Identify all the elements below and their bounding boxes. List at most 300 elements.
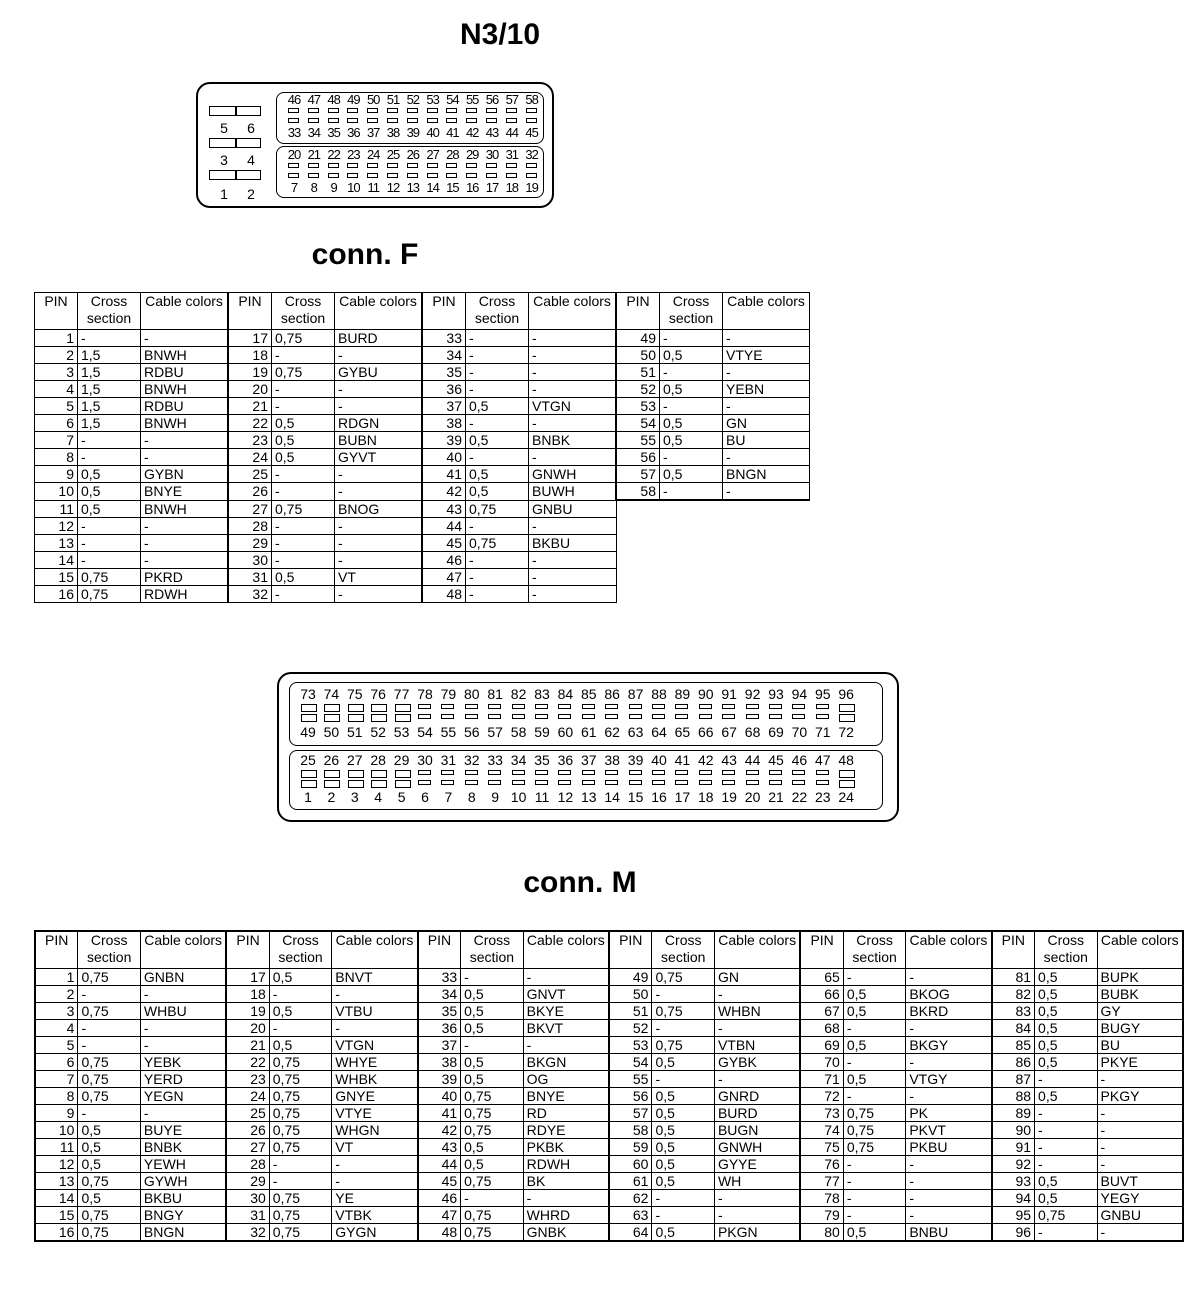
cell-pin: 25: [226, 1105, 269, 1122]
cell-colors: GNBK: [523, 1224, 609, 1242]
cell-colors: BNWH: [141, 381, 229, 398]
cell-colors: BNOG: [335, 500, 423, 517]
cell-cross: -: [843, 1173, 905, 1190]
header-cross: Cross section: [78, 293, 141, 330]
pin-slot: [465, 704, 478, 709]
cell-colors: GNRD: [714, 1088, 800, 1105]
cell-pin: 1: [35, 969, 78, 986]
pin-number: 56: [464, 724, 480, 740]
cell-cross: -: [466, 330, 529, 347]
header-pin: PIN: [609, 931, 652, 969]
cell-pin: 46: [418, 1190, 461, 1207]
cell-cross: 0,75: [269, 1088, 331, 1105]
conn-m-table: [34, 930, 1184, 1242]
cell-colors: -: [332, 986, 418, 1003]
cell-colors: -: [906, 1173, 992, 1190]
pin-slot: [288, 118, 299, 123]
cell-pin: 1: [35, 330, 78, 347]
cell-colors: -: [714, 1190, 800, 1207]
pin-number: 41: [674, 752, 691, 768]
pin-slot: [371, 704, 387, 712]
cell-cross: 0,75: [269, 1190, 331, 1207]
pin-slot: [427, 118, 438, 123]
table-row: [35, 969, 1183, 986]
pin-number: 37: [366, 125, 380, 140]
table-row: [35, 1088, 1183, 1105]
pin-slot: [629, 714, 642, 719]
cell-pin: 23: [228, 432, 272, 449]
cell-pin: 16: [35, 1224, 78, 1242]
empty-cell: [616, 568, 660, 585]
cell-pin: 47: [418, 1207, 461, 1224]
cell-cross: -: [652, 1020, 714, 1037]
cell-pin: 68: [800, 1020, 843, 1037]
table-row: [35, 1190, 1183, 1207]
header-pin: PIN: [422, 293, 466, 330]
cell-cross: 0,5: [269, 1037, 331, 1054]
cell-pin: 3: [35, 364, 78, 381]
empty-cell: [616, 500, 660, 517]
cell-colors: -: [141, 449, 229, 466]
cell-colors: -: [714, 1020, 800, 1037]
cell-colors: VT: [335, 568, 423, 585]
pin-slot: [371, 780, 387, 788]
cell-pin: 69: [800, 1037, 843, 1054]
cell-cross: 0,5: [466, 432, 529, 449]
pin-slot: [347, 118, 358, 123]
cell-pin: 17: [228, 330, 272, 347]
cell-cross: 0,75: [272, 500, 335, 517]
pin-number: 57: [505, 92, 519, 107]
pin-number: 19: [525, 180, 538, 195]
pin-slot: [308, 118, 319, 123]
cell-pin: 82: [992, 986, 1035, 1003]
pin-number: 5: [397, 789, 406, 805]
pin-slot: [441, 714, 454, 719]
cell-cross: 0,75: [269, 1139, 331, 1156]
pin-slot: [465, 780, 478, 785]
cell-pin: 58: [616, 483, 660, 501]
cell-cross: -: [1035, 1156, 1097, 1173]
pin-number: 62: [604, 724, 620, 740]
header-colors: Cable colors: [529, 293, 617, 330]
pin-slot: [722, 704, 735, 709]
cell-colors: WHBU: [140, 1003, 226, 1020]
pin-number: 17: [485, 180, 499, 195]
header-colors: Cable colors: [523, 931, 609, 969]
cell-colors: -: [529, 364, 617, 381]
cell-colors: BKGY: [906, 1037, 992, 1054]
pin-number: 80: [464, 686, 480, 702]
cell-cross: 0,75: [78, 1224, 140, 1242]
cell-pin: 51: [616, 364, 660, 381]
cell-pin: 81: [992, 969, 1035, 986]
cell-colors: BUGY: [1097, 1020, 1183, 1037]
empty-cell: [723, 500, 810, 517]
cell-pin: 10: [35, 483, 78, 501]
cell-colors: GN: [723, 415, 810, 432]
cell-colors: BK: [523, 1173, 609, 1190]
cell-colors: -: [335, 347, 423, 364]
pin-number: 69: [768, 724, 784, 740]
cell-pin: 28: [228, 517, 272, 534]
cell-cross: 0,75: [652, 1003, 714, 1020]
cell-cross: 0,75: [78, 1173, 140, 1190]
cell-cross: -: [269, 986, 331, 1003]
pin-number: 31: [440, 752, 457, 768]
cell-cross: 1,5: [78, 347, 141, 364]
table-row: [35, 1173, 1183, 1190]
pin-number: 70: [791, 724, 808, 740]
cell-pin: 51: [609, 1003, 652, 1020]
pin-slot: [328, 163, 339, 168]
header-pin: PIN: [616, 293, 660, 330]
table-row: [35, 1122, 1183, 1139]
cell-colors: RDGN: [335, 415, 423, 432]
cell-cross: 0,5: [461, 1003, 523, 1020]
pin-number: 55: [465, 92, 479, 107]
pin-number: 2: [327, 789, 336, 805]
cell-colors: -: [1097, 1156, 1183, 1173]
cell-cross: 0,5: [652, 1105, 714, 1122]
cell-colors: -: [523, 969, 609, 986]
pin-number: 1: [220, 186, 228, 202]
pin-slot: [558, 714, 571, 719]
pin-slot: [535, 780, 548, 785]
cell-colors: BURD: [335, 330, 423, 347]
empty-cell: [660, 534, 723, 551]
pin-slot: [535, 714, 548, 719]
header-cross: Cross section: [843, 931, 905, 969]
cell-cross: 0,5: [461, 1071, 523, 1088]
cell-pin: 52: [609, 1020, 652, 1037]
cell-cross: -: [466, 449, 529, 466]
cell-cross: 0,5: [272, 449, 335, 466]
cell-colors: -: [335, 534, 423, 551]
cell-pin: 26: [228, 483, 272, 501]
cell-pin: 55: [616, 432, 660, 449]
cell-colors: -: [529, 449, 617, 466]
pin-number: 65: [674, 724, 691, 740]
cell-pin: 71: [800, 1071, 843, 1088]
cell-pin: 94: [992, 1190, 1035, 1207]
pin-number: 66: [698, 724, 714, 740]
header-pin: PIN: [992, 931, 1035, 969]
empty-cell: [723, 585, 810, 602]
pin-number: 20: [744, 789, 761, 805]
cell-pin: 76: [800, 1156, 843, 1173]
pin-slot: [427, 108, 438, 113]
pin-number: 94: [791, 686, 808, 702]
cell-colors: -: [529, 347, 617, 364]
cell-cross: -: [660, 449, 723, 466]
pin-number: 4: [247, 152, 255, 168]
cell-cross: 0,75: [843, 1139, 905, 1156]
cell-cross: 0,5: [272, 568, 335, 585]
cell-colors: PKGY: [1097, 1088, 1183, 1105]
cell-pin: 33: [418, 969, 461, 986]
cell-cross: -: [466, 415, 529, 432]
pin-number: 47: [815, 752, 831, 768]
pin-slot: [446, 108, 457, 113]
cell-cross: -: [272, 466, 335, 483]
cell-pin: 9: [35, 466, 78, 483]
cell-pin: 45: [422, 534, 466, 551]
cell-pin: 63: [609, 1207, 652, 1224]
cell-cross: -: [78, 1037, 140, 1054]
pin-slot: [605, 770, 618, 775]
cell-colors: -: [335, 483, 423, 501]
pin-slot: [792, 704, 805, 709]
cell-pin: 24: [226, 1088, 269, 1105]
pin-slot: [746, 704, 759, 709]
cell-cross: 0,75: [78, 585, 141, 602]
pin-number: 28: [370, 752, 386, 768]
pin-slot: [418, 770, 431, 775]
cell-pin: 57: [609, 1105, 652, 1122]
cell-pin: 39: [418, 1071, 461, 1088]
table-row: [35, 1139, 1183, 1156]
cell-colors: BNGY: [140, 1207, 226, 1224]
cell-colors: VTBU: [332, 1003, 418, 1020]
cell-cross: 0,5: [843, 986, 905, 1003]
pin-number: 84: [557, 686, 574, 702]
cell-pin: 40: [422, 449, 466, 466]
header-colors: Cable colors: [335, 293, 423, 330]
table-row: [35, 1037, 1183, 1054]
cell-pin: 37: [418, 1037, 461, 1054]
cell-cross: 0,5: [78, 1190, 140, 1207]
pin-number: 54: [446, 92, 459, 107]
empty-cell: [616, 551, 660, 568]
pin-number: 25: [300, 752, 316, 768]
cell-colors: RDBU: [141, 398, 229, 415]
pin-number: 1: [304, 789, 312, 805]
cell-cross: 0,75: [269, 1105, 331, 1122]
pin-slot: [769, 714, 782, 719]
pin-slot: [488, 780, 501, 785]
cell-colors: -: [723, 364, 810, 381]
pin-number: 58: [510, 724, 527, 740]
pin-slot: [348, 780, 364, 788]
cell-colors: -: [723, 483, 810, 501]
cell-colors: GNBU: [1097, 1207, 1183, 1224]
cell-colors: YERD: [140, 1071, 226, 1088]
pin-slot: [288, 108, 299, 113]
cell-colors: -: [1097, 1122, 1183, 1139]
cell-pin: 34: [418, 986, 461, 1003]
cell-colors: -: [906, 1190, 992, 1207]
header-pin: PIN: [35, 293, 78, 330]
table-row: [35, 449, 810, 466]
cell-pin: 2: [35, 347, 78, 364]
cell-cross: 0,5: [660, 381, 723, 398]
pin-slot: [324, 780, 340, 788]
cell-cross: 0,5: [78, 466, 141, 483]
pin-number: 53: [393, 724, 410, 740]
cell-cross: -: [1035, 1105, 1097, 1122]
cell-cross: 0,75: [269, 1122, 331, 1139]
cell-colors: PKGN: [714, 1224, 800, 1242]
cell-cross: -: [843, 1156, 905, 1173]
cell-cross: 0,5: [843, 1003, 905, 1020]
cell-cross: 0,5: [652, 1054, 714, 1071]
pin-slot: [387, 173, 398, 178]
pin-slot: [605, 714, 618, 719]
cell-colors: -: [140, 1037, 226, 1054]
cell-cross: 0,75: [461, 1122, 523, 1139]
cell-pin: 85: [992, 1037, 1035, 1054]
header-colors: Cable colors: [714, 931, 800, 969]
pin-number: 24: [366, 147, 380, 162]
pin-slot: [488, 704, 501, 709]
pin-number: 37: [581, 752, 597, 768]
cell-cross: -: [78, 1105, 140, 1122]
cell-colors: PKVT: [906, 1122, 992, 1139]
cell-pin: 62: [609, 1190, 652, 1207]
cell-pin: 13: [35, 1173, 78, 1190]
cell-cross: 0,75: [461, 1207, 523, 1224]
cell-pin: 4: [35, 381, 78, 398]
cell-pin: 30: [226, 1190, 269, 1207]
pin-number: 16: [465, 180, 479, 195]
cell-pin: 22: [228, 415, 272, 432]
cell-pin: 48: [422, 585, 466, 602]
empty-cell: [660, 500, 723, 517]
empty-cell: [616, 534, 660, 551]
cell-colors: GNVT: [523, 986, 609, 1003]
pin-number: 15: [446, 180, 459, 195]
cell-colors: BNYE: [141, 483, 229, 501]
pin-number: 49: [347, 92, 360, 107]
pin-number: 45: [768, 752, 784, 768]
cell-cross: 0,5: [1035, 1037, 1097, 1054]
cell-colors: BKBU: [529, 534, 617, 551]
cell-pin: 53: [616, 398, 660, 415]
cell-cross: -: [269, 1020, 331, 1037]
cell-pin: 47: [422, 568, 466, 585]
cell-pin: 13: [35, 534, 78, 551]
cell-colors: PKYE: [1097, 1054, 1183, 1071]
pin-slot: [816, 780, 829, 785]
pin-number: 91: [721, 686, 737, 702]
pin-slot: [288, 173, 299, 178]
pin-number: 61: [581, 724, 597, 740]
pin-slot: [629, 704, 642, 709]
cell-cross: -: [660, 364, 723, 381]
cell-cross: 0,5: [461, 1020, 523, 1037]
pin-number: 9: [330, 180, 337, 195]
pin-slot: [535, 770, 548, 775]
cell-colors: BNYE: [523, 1088, 609, 1105]
pin-number: 44: [505, 125, 519, 140]
cell-colors: BKGN: [523, 1054, 609, 1071]
cell-colors: -: [335, 398, 423, 415]
pin-number: 31: [505, 147, 519, 162]
pin-number: 56: [485, 92, 499, 107]
pin-slot: [371, 770, 387, 778]
cell-colors: PK: [906, 1105, 992, 1122]
pin-slot: [371, 714, 387, 722]
cell-pin: 31: [226, 1207, 269, 1224]
pin-slot: [367, 118, 378, 123]
cell-cross: -: [660, 398, 723, 415]
cell-cross: 0,5: [466, 483, 529, 501]
pin-slot: [395, 704, 411, 712]
header-cross: Cross section: [1035, 931, 1097, 969]
cell-colors: BKOG: [906, 986, 992, 1003]
pin-number: 60: [557, 724, 574, 740]
cell-cross: -: [466, 347, 529, 364]
pin-number: 26: [323, 752, 340, 768]
header-cross: Cross section: [466, 293, 529, 330]
cell-cross: 0,5: [652, 1139, 714, 1156]
cell-pin: 53: [609, 1037, 652, 1054]
cell-colors: -: [714, 986, 800, 1003]
empty-cell: [723, 534, 810, 551]
cell-colors: BUGN: [714, 1122, 800, 1139]
pin-slot: [582, 780, 595, 785]
cell-cross: -: [652, 986, 714, 1003]
cell-cross: 0,5: [78, 500, 141, 517]
cell-colors: BUBN: [335, 432, 423, 449]
pin-slot: [792, 780, 805, 785]
cell-cross: 1,5: [78, 364, 141, 381]
cell-colors: BNVT: [332, 969, 418, 986]
pin-number: 48: [327, 92, 340, 107]
cell-pin: 43: [422, 500, 466, 517]
cell-pin: 84: [992, 1020, 1035, 1037]
cell-colors: -: [906, 969, 992, 986]
cell-cross: 0,5: [466, 466, 529, 483]
pin-slot: [301, 770, 317, 778]
pin-number: 13: [581, 789, 597, 805]
table-row: [35, 1003, 1183, 1020]
cell-pin: 45: [418, 1173, 461, 1190]
cell-pin: 86: [992, 1054, 1035, 1071]
cell-pin: 42: [418, 1122, 461, 1139]
cell-pin: 90: [992, 1122, 1035, 1139]
pin-number: 79: [440, 686, 457, 702]
pin-number: 21: [307, 147, 321, 162]
pin-slot: [652, 780, 665, 785]
cell-colors: -: [529, 381, 617, 398]
pin-slot: [486, 118, 497, 123]
cell-pin: 12: [35, 517, 78, 534]
cell-colors: RDYE: [523, 1122, 609, 1139]
cell-pin: 44: [422, 517, 466, 534]
cell-colors: -: [529, 517, 617, 534]
cell-pin: 49: [616, 330, 660, 347]
pin-slot: [347, 173, 358, 178]
cell-pin: 10: [35, 1122, 78, 1139]
pin-slot: [446, 173, 457, 178]
pin-slot: [466, 118, 477, 123]
pin-slot: [347, 108, 358, 113]
cell-pin: 95: [992, 1207, 1035, 1224]
pin-slot: [699, 714, 712, 719]
cell-cross: 0,75: [652, 1037, 714, 1054]
cell-pin: 28: [226, 1156, 269, 1173]
cell-colors: WHGN: [332, 1122, 418, 1139]
cell-pin: 73: [800, 1105, 843, 1122]
pin-number: 11: [367, 180, 379, 195]
table-row: [35, 551, 810, 568]
pin-number: 10: [510, 789, 527, 805]
cell-cross: 0,5: [269, 969, 331, 986]
cell-pin: 8: [35, 449, 78, 466]
pin-number: 44: [744, 752, 761, 768]
